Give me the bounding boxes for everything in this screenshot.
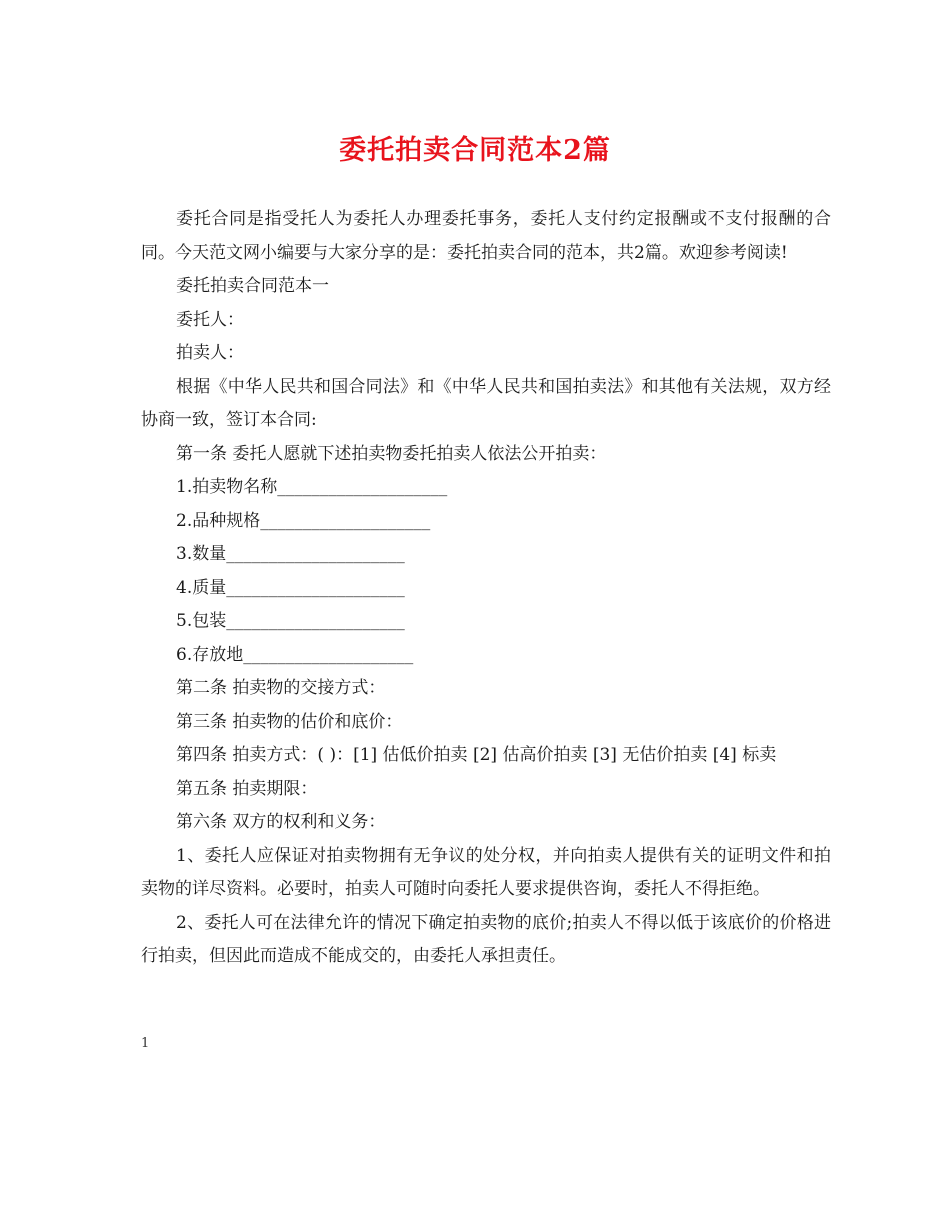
item-packaging-line: 5.包装_____________________	[176, 611, 405, 631]
party-principal: 委托人：	[176, 309, 244, 330]
page-number: 1	[141, 1036, 150, 1051]
article-two: 第二条 拍卖物的交接方式：	[176, 678, 386, 698]
article-four: 第四条 拍卖方式：( )：[1] 估低价拍卖 [2] 估高价拍卖 [3] 无估价拍卖 [4] 标卖	[176, 745, 777, 765]
item-quality-line: 4.质量_____________________	[176, 577, 405, 598]
item-name-line: 1.拍卖物名称____________________	[176, 477, 448, 497]
legal-basis-paragraph: 根据《中华人民共和国合同法》和《中华人民共和国拍卖法》和其他有关法规，双方经协商一致，签订本合同:	[141, 376, 831, 430]
article-six: 第六条 双方的权利和义务：	[176, 812, 386, 832]
article-one: 第一条 委托人愿就下述拍卖物委托拍卖人依法公开拍卖：	[176, 443, 607, 464]
document-title: 委托拍卖合同范本2篇	[339, 135, 611, 166]
item-quantity-line: 3.数量_____________________	[176, 544, 405, 564]
intro-paragraph: 委托合同是指受托人为委托人办理委托事务，委托人支付约定报酬或不支付报酬的合同。今天范文网小编要与大家分享的是：委托拍卖合同的范本，共2篇。欢迎参考阅读!	[141, 209, 831, 263]
obligation-one: 1、委托人应保证对拍卖物拥有无争议的处分权，并向拍卖人提供有关的证明文件和拍卖物的详尽资料。必要时，拍卖人可随时向委托人要求提供咨询，委托人不得拒绝。	[141, 845, 831, 899]
document-body	[141, 203, 831, 974]
item-spec-line: 2.品种规格____________________	[176, 510, 431, 531]
item-storage-line: 6.存放地____________________	[176, 644, 414, 665]
section-heading: 委托拍卖合同范本一	[176, 276, 329, 296]
article-five: 第五条 拍卖期限：	[176, 778, 318, 799]
party-auctioneer: 拍卖人：	[176, 343, 244, 363]
obligation-two: 2、委托人可在法律允许的情况下确定拍卖物的底价;拍卖人不得以低于该底价的价格进行拍卖，但因此而造成不能成交的，由委托人承担责任。	[141, 912, 831, 966]
article-three: 第三条 拍卖物的估价和底价：	[176, 711, 403, 732]
